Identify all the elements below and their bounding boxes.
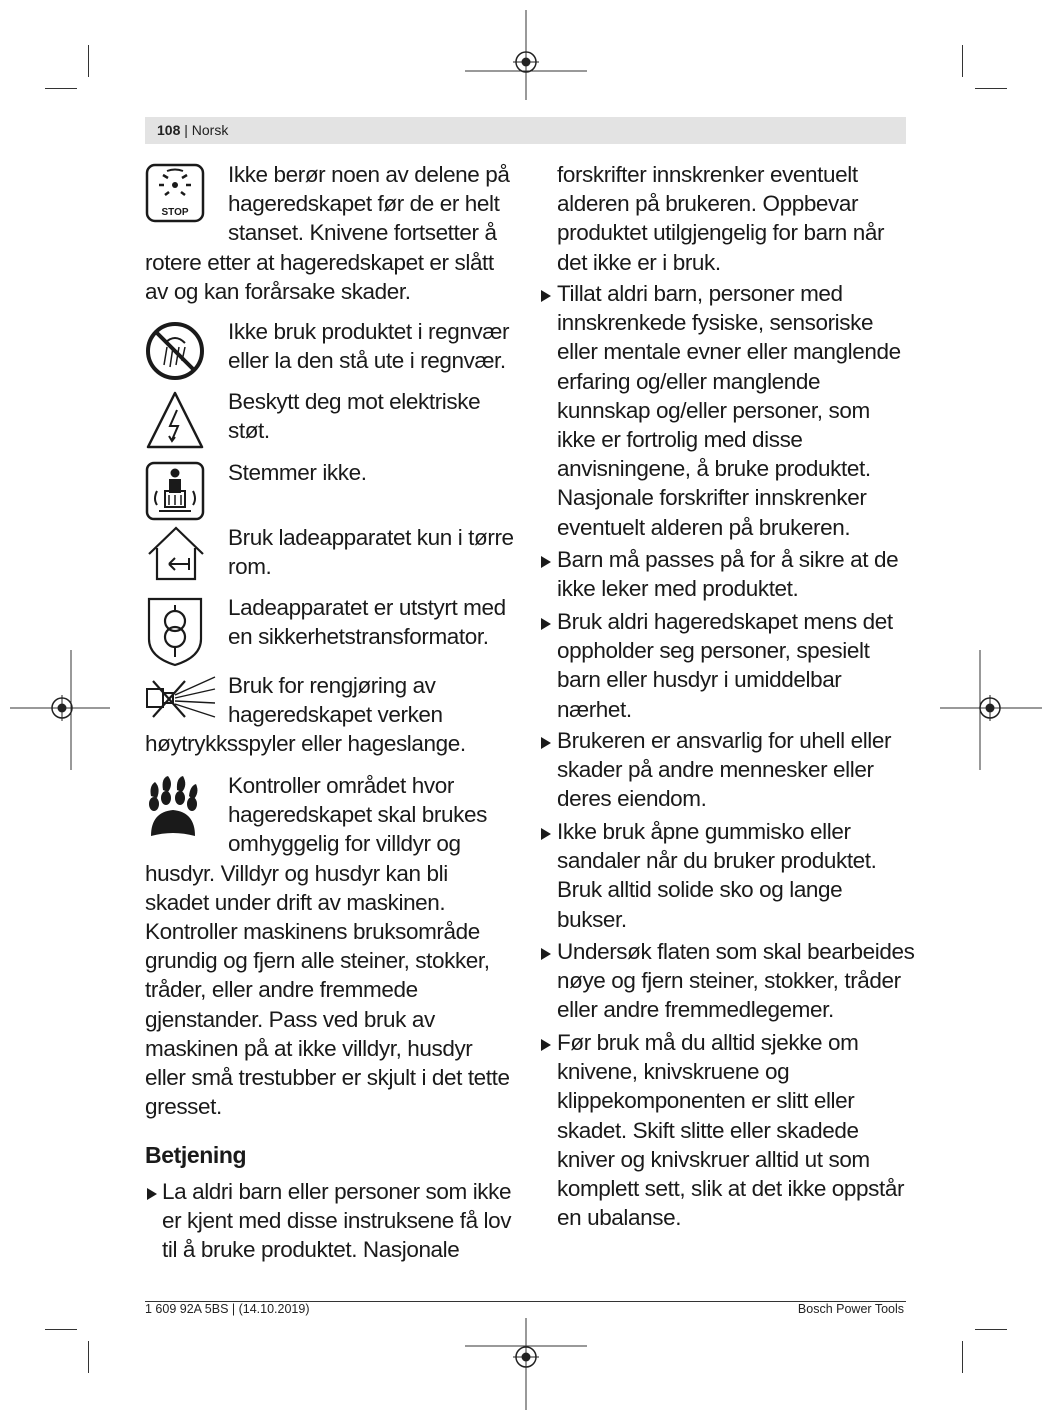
footer-doc-code: 1 609 92A 5BS | (14.10.2019) — [145, 1302, 310, 1316]
text-line: Bruk aldri hageredskapet mens det — [557, 609, 893, 634]
text-line: hageredskapet verken — [228, 702, 443, 728]
text-line: Bruk ladeapparatet kun i tørre — [228, 525, 514, 550]
text-line: til å bruke produktet. Nasjonale — [162, 1237, 460, 1263]
text-line: produktet utilgjengelig for barn når — [557, 220, 885, 246]
header-language: Norsk — [191, 122, 229, 138]
cleaning-warning-cont — [145, 729, 466, 758]
text-line: Barn må passes på for å sikre at de — [557, 547, 899, 572]
text-line: Kontroller området hvor — [228, 773, 454, 798]
text-line: høytrykksspyler eller hageslange. — [145, 731, 466, 757]
text-line: eller andre fremmedlegemer. — [557, 997, 834, 1023]
header-bar — [145, 117, 906, 144]
text-line: husdyr. Villdyr og husdyr kan bli — [145, 860, 448, 886]
header-separator: | — [180, 122, 192, 138]
bullet-item — [557, 726, 891, 814]
bullet-arrow-icon — [541, 290, 551, 302]
text-line: av og kan forårsake skader. — [145, 278, 411, 304]
text-line: maskinen på at ikke villdyr, husdyr — [145, 1035, 473, 1061]
no-water-jet-icon — [145, 675, 217, 723]
text-line: rom. — [228, 554, 272, 580]
bullet-item — [557, 279, 901, 542]
text-line: Før bruk må du alltid sjekke om — [557, 1030, 859, 1055]
text-line: erfaring og/eller manglende — [557, 368, 821, 394]
person-note — [228, 458, 367, 487]
registration-mark-left — [10, 650, 110, 770]
text-line: skadet under drift av maskinen. — [145, 889, 446, 915]
bullet-arrow-icon — [541, 737, 551, 749]
text-line: en sikkerhetstransformator. — [228, 624, 489, 650]
text-line: anvisningene, å bruke produktet. — [557, 456, 871, 482]
bullet-arrow-icon — [541, 556, 551, 568]
stop-rotating-icon — [145, 163, 205, 223]
text-line: La aldri barn eller personer som ikke — [162, 1179, 512, 1204]
crop-mark — [45, 88, 77, 89]
text-line: Ikke bruk produktet i regnvær — [228, 319, 510, 344]
right-continuation — [557, 160, 884, 277]
text-line: kniver og knivskruer alltid ut som — [557, 1146, 870, 1172]
text-line: rotere etter at hageredskapet er slått — [145, 249, 494, 275]
animal-paw-icon — [143, 774, 203, 842]
text-line: hageredskapet skal brukes — [228, 802, 487, 828]
text-line: sandaler når du bruker produktet. — [557, 848, 877, 874]
text-line: Ikke berør noen av delene på — [228, 162, 510, 187]
indoor-warning — [228, 523, 514, 581]
text-line: gjenstander. Pass ved bruk av — [145, 1006, 435, 1032]
registration-mark-right — [940, 650, 1042, 770]
text-line: eller små trestubber er skjult i det tette — [145, 1065, 510, 1091]
text-line: Kontroller maskinens bruksområde — [145, 919, 480, 944]
text-line: Nasjonale forskrifter innskrenker — [557, 485, 867, 511]
bullet-item — [557, 545, 898, 603]
text-line: stanset. Knivene fortsetter å — [228, 220, 497, 246]
text-line: Bruk for rengjøring av — [228, 673, 436, 698]
shock-warning — [228, 387, 480, 445]
bullet-item — [557, 937, 914, 1025]
crop-mark — [88, 1341, 89, 1373]
rain-warning — [228, 317, 509, 375]
animal-warning-cont — [145, 859, 510, 1122]
text-line: det ikke er i bruk. — [557, 249, 721, 275]
text-line: klippekomponenten er slitt eller — [557, 1088, 855, 1114]
cleaning-warning — [228, 671, 443, 729]
text-line: kunnskap og/eller personer, som — [557, 397, 870, 423]
bullet-arrow-icon — [147, 1188, 157, 1200]
page-header — [157, 122, 228, 138]
bullet-arrow-icon — [541, 948, 551, 960]
crop-mark — [962, 1341, 963, 1373]
person-machine-icon — [145, 461, 205, 521]
bullet-arrow-icon — [541, 618, 551, 630]
text-line: eller mentale evner eller manglende — [557, 339, 901, 365]
section-heading: Betjening — [145, 1142, 247, 1168]
crop-mark — [45, 1329, 77, 1330]
text-line: skadet. Skift slitte eller skadede — [557, 1117, 859, 1143]
crop-mark — [975, 1329, 1007, 1330]
svg-text:STOP: STOP — [161, 207, 189, 218]
text-line: er kjent med disse instruksene få lov — [162, 1208, 512, 1234]
footer-brand: Bosch Power Tools — [797, 1302, 904, 1316]
text-line: Beskytt deg mot elektriske — [228, 389, 481, 414]
text-line: skader på andre mennesker eller — [557, 757, 874, 783]
registration-mark-bottom — [465, 1318, 587, 1410]
text-line: oppholder seg personer, spesielt — [557, 638, 870, 664]
text-line: eventuelt alderen på brukeren. — [557, 514, 851, 540]
text-line: Bruk alltid solide sko og lange — [557, 877, 843, 903]
text-line: forskrifter innskrenker eventuelt — [557, 162, 858, 187]
page-number: 108 — [157, 122, 181, 138]
text-line: Ikke bruk åpne gummisko eller — [557, 819, 851, 844]
text-line: hageredskapet før de er helt — [228, 191, 500, 217]
transformer-note — [228, 593, 506, 651]
bullet-arrow-icon — [541, 828, 551, 840]
registration-mark-top — [465, 10, 587, 100]
crop-mark — [975, 88, 1007, 89]
stop-warning-lines — [228, 160, 510, 248]
text-line: støt. — [228, 418, 270, 444]
text-line: ikke er fortrolig med disse — [557, 427, 803, 453]
text-line: nærhet. — [557, 696, 632, 722]
bullet-item — [162, 1177, 511, 1265]
text-line: gresset. — [145, 1094, 222, 1120]
text-line: Tillat aldri barn, personer med — [557, 281, 843, 306]
indoor-only-icon — [145, 524, 207, 582]
text-line: en ubalanse. — [557, 1205, 682, 1231]
text-line: ikke leker med produktet. — [557, 576, 799, 602]
text-line: alderen på brukeren. Oppbevar — [557, 191, 859, 217]
text-line: Brukeren er ansvarlig for uhell eller — [557, 728, 892, 753]
no-rain-icon — [145, 321, 205, 381]
animal-warning — [228, 771, 487, 859]
crop-mark — [88, 45, 89, 77]
text-line: innskrenkede fysiske, sensoriske — [557, 310, 874, 336]
crop-mark — [962, 45, 963, 77]
text-line: Ladeapparatet er utstyrt med — [228, 595, 506, 620]
bullet-item — [557, 817, 877, 934]
text-line: barn eller husdyr i umiddelbar — [557, 667, 842, 693]
text-line: omhyggelig for villdyr og — [228, 831, 461, 857]
text-line: Stemmer ikke. — [228, 460, 367, 485]
text-line: tråder, eller andre fremmede — [145, 977, 418, 1003]
bullet-arrow-icon — [541, 1039, 551, 1051]
safety-transformer-icon — [145, 595, 205, 667]
bullet-item — [557, 1028, 904, 1232]
text-line: bukser. — [557, 906, 627, 932]
text-line: komplett sett, slik at det ikke oppstår — [557, 1176, 905, 1202]
text-line: deres eiendom. — [557, 786, 707, 812]
text-line: knivene, knivskruene og — [557, 1059, 790, 1085]
text-line: Undersøk flaten som skal bearbeides — [557, 939, 915, 964]
text-line: eller la den stå ute i regnvær. — [228, 348, 506, 374]
text-line: nøye og fjern steiner, stokker, tråder — [557, 968, 901, 994]
stop-warning-cont — [145, 248, 494, 306]
bullet-item — [557, 607, 893, 724]
electric-shock-icon — [145, 390, 205, 450]
text-line: grundig og fjern alle steiner, stokker, — [145, 948, 490, 974]
